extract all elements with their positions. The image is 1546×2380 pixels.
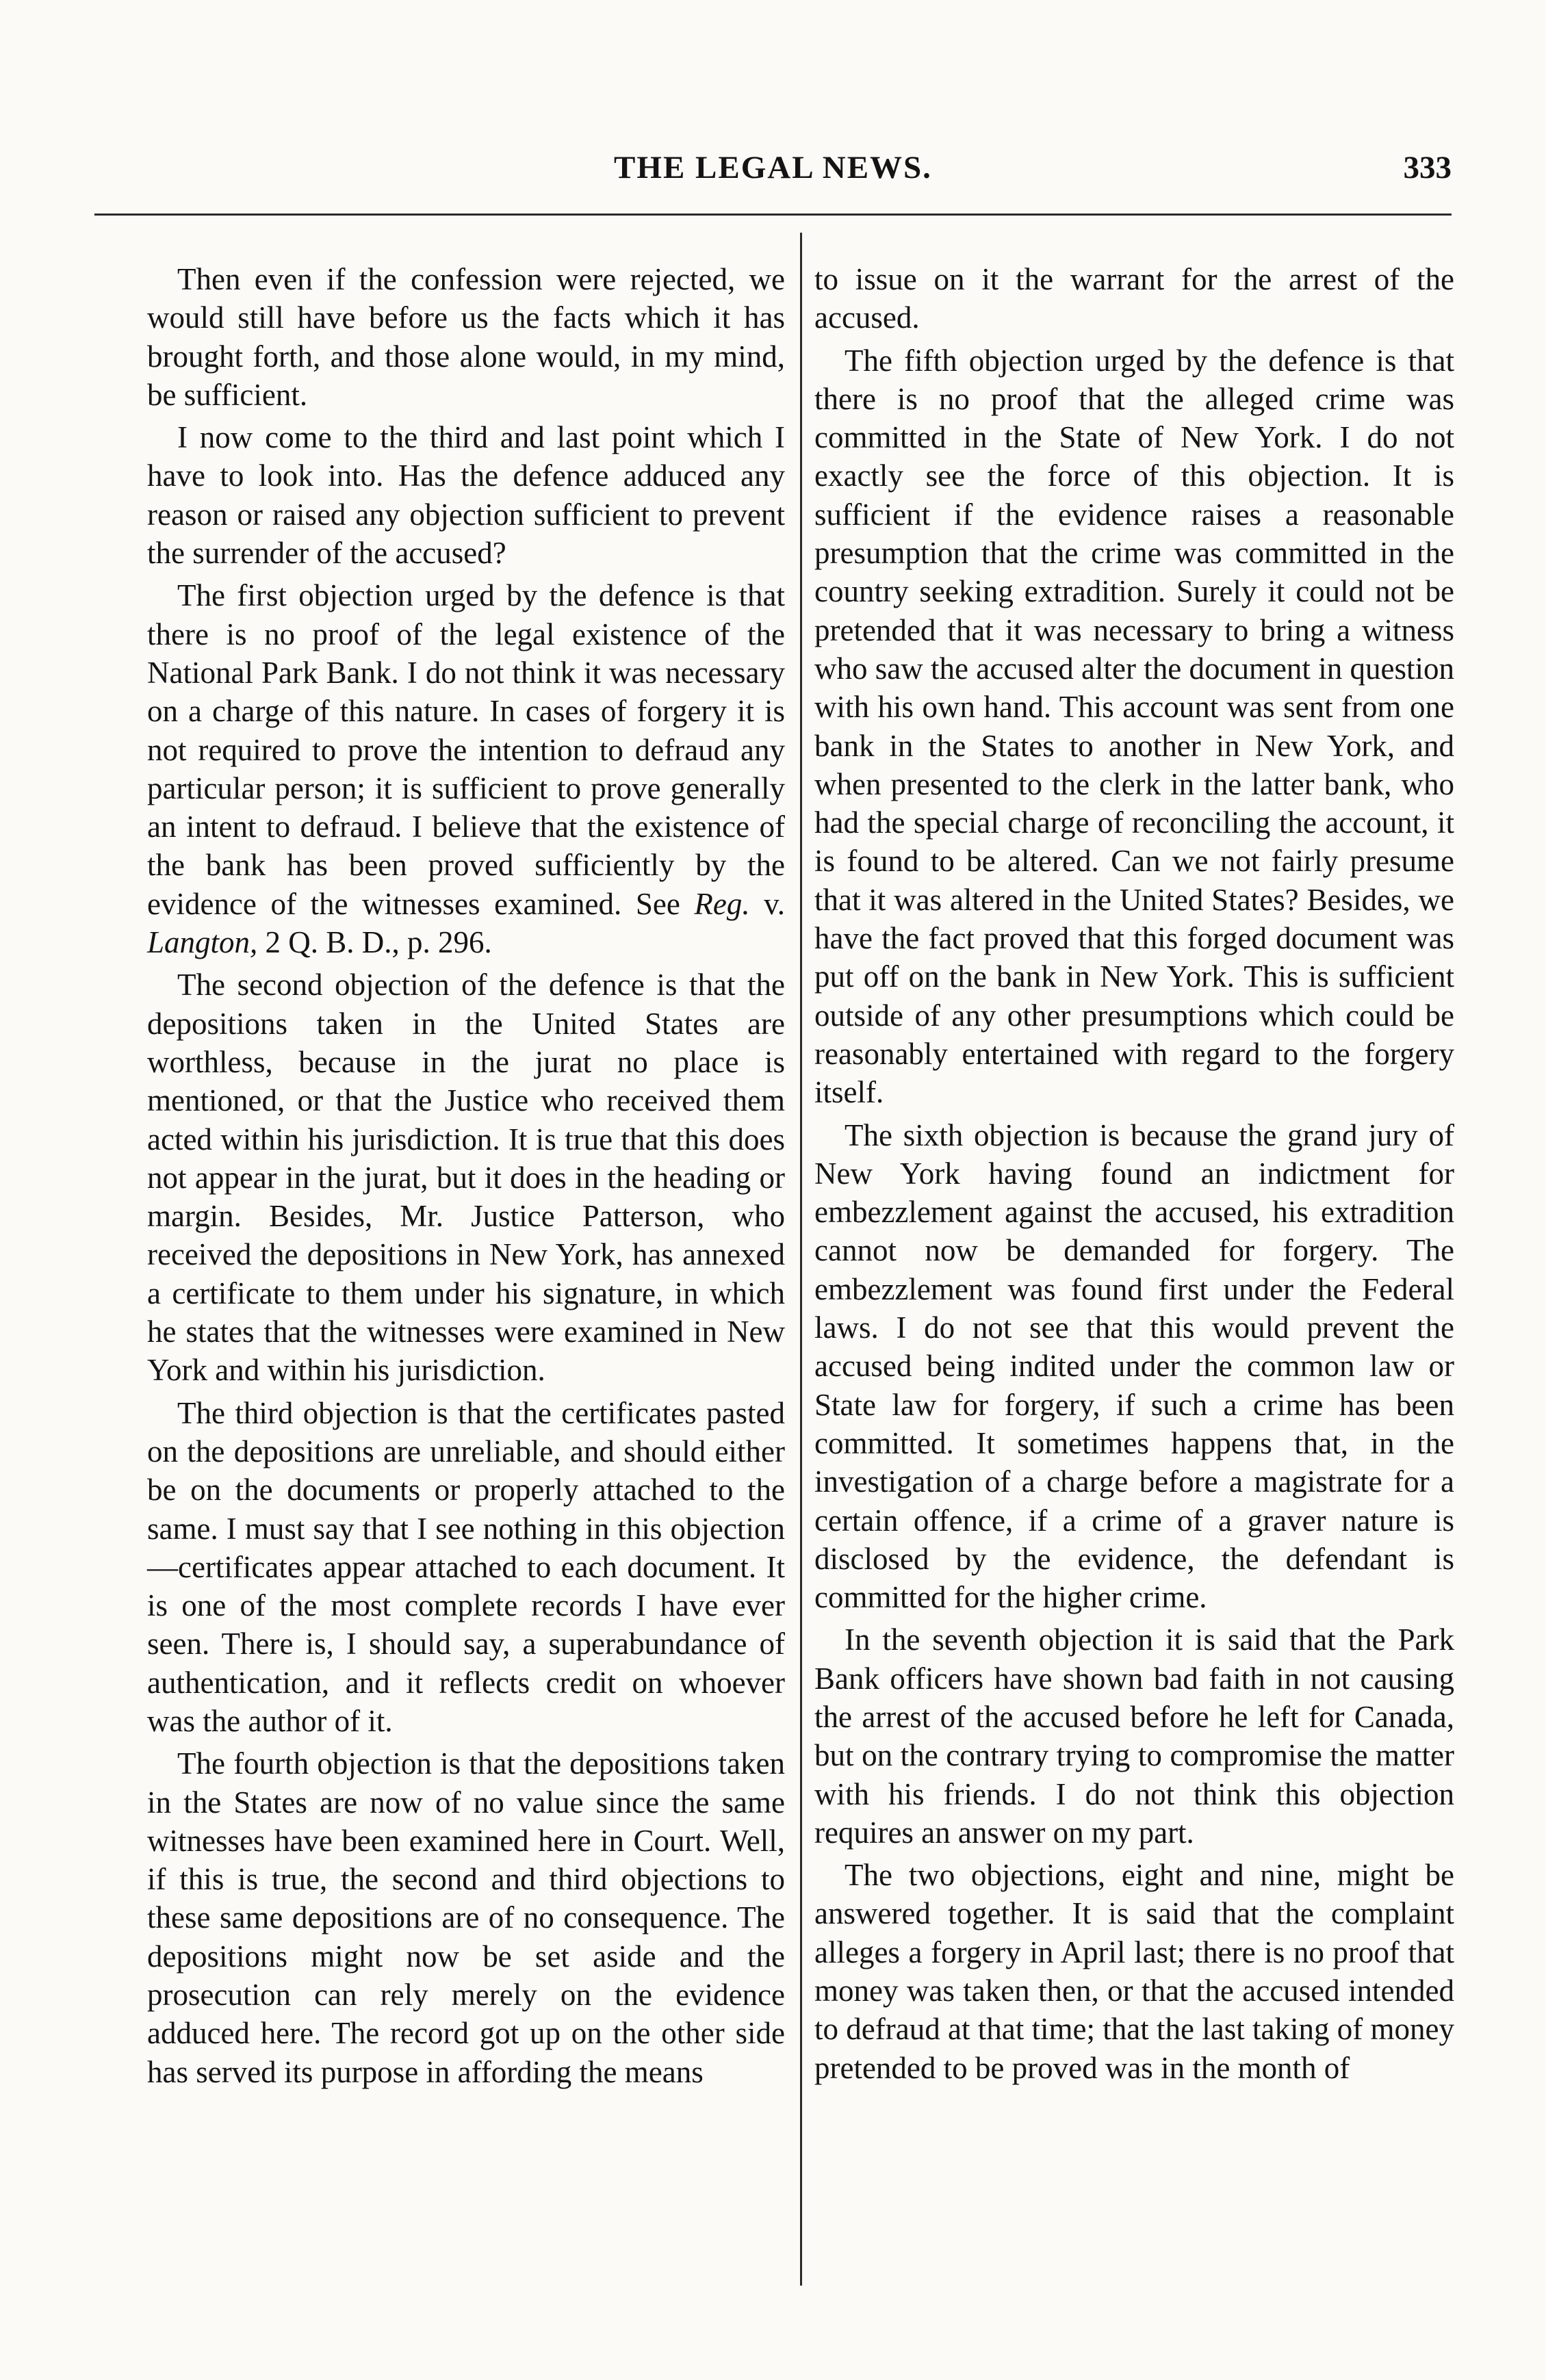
citation-reference: 2 Q. B. D., p. 296. (257, 925, 492, 960)
paragraph: The sixth objection is because the grand jury of New York having found an indictment for embezzlement against the accused, his extradition cannot now be demanded for forgery. The embezzlement was found first under the Federal laws. I do not see that this would prevent the accused being indited under the common law or State law for forgery, if such a crime has been committed. It sometimes happens that, in the investigation of a charge before a magistrate for a certain offence, if a crime of a graver nature is disclosed by the evidence, the defendant is committed for the higher crime. (814, 1117, 1454, 1615)
paragraph: The fifth objection urged by the defence is that there is no proof that the alleged crime was committed in the State of New York. I do not exactly see the force of this objection. It is sufficient if the evidence raises a reasonable presumption that the crime was committed in the country seeking extradition. Surely it could not be pretended that it was necessary to bring a witness who saw the accused alter the document in question with his own hand. This account was sent from one bank in the States to another in New York, and when presented to the clerk in the latter bank, who had the special charge of reconciling the account, it is found to be altered. Can we not fairly presume that it was altered in the United States? Besides, we have the fact proved that this forged document was put off on the bank in New York. This is sufficient outside of any other presumptions which could be reasonably entertained with regard to the forgery itself. (814, 343, 1454, 1110)
paragraph-text: The first objection urged by the defence is that there is no proof of the legal existence of the National Park Bank. I do not think it was necessary on a charge of this nature. In cases of forgery it is not required to prove the intention to defraud any particular person; it is sufficient to prove generally an intent to defraud. I believe that the existence of the bank has been proved sufficiently by the evidence of the witnesses examined. See (147, 578, 785, 921)
paragraph: I now come to the third and last point which I have to look into. Has the defence adduced any reason or raised any objection sufficient to prevent the surrender of the accused? (147, 420, 785, 571)
paragraph: The second objection of the defence is that the depositions taken in the United States are worthless, because in the jurat no place is mentioned, or that the Justice who received them acted within his jurisdiction. It is true that this does not appear in the jurat, but it does in the heading or margin. Besides, Mr. Justice Patterson, who received the depositions in New York, has annexed a certificate to them under his signature, in which he states that the witnesses were examined in New York and within his jurisdiction. (147, 968, 785, 1388)
column-divider (800, 233, 802, 2286)
left-column (147, 260, 785, 2095)
citation-case-second: Langton, (147, 925, 258, 960)
header-rule (94, 214, 1452, 216)
paragraph: The fourth objection is that the depositions taken in the States are now of no value since the same witnesses have been examined here in Court. Well, if this is true, the second and third objections to these same depositions are of no consequence. The depositions might now be set aside and the prosecution can rely merely on the evidence adduced here. The record got up on the other side has served its purpose in affording the means (147, 1746, 785, 2089)
right-column (814, 260, 1454, 2091)
paragraph: Then even if the confession were rejected, we would still have before us the facts which it has brought forth, and those alone would, in my mind, be sufficient. (147, 262, 785, 412)
paragraph-with-citation (147, 576, 785, 961)
journal-title: THE LEGAL NEWS. (614, 150, 932, 185)
paragraph: In the seventh objection it is said that the Park Bank officers have shown bad faith in not causing the arrest of the accused before he left for Canada, but on the contrary trying to compromise the matter with his friends. I do not think this objection requires an answer on my part. (814, 1622, 1454, 1850)
paragraph: to issue on it the warrant for the arrest of the accused. (814, 262, 1454, 335)
citation-versus: v. (749, 886, 786, 921)
page-number: 333 (1403, 150, 1452, 185)
running-header (0, 149, 1546, 197)
citation-case-first: Reg. (694, 886, 750, 921)
paragraph: The two objections, eight and nine, might be answered together. It is said that the complaint alleges a forgery in April last; there is no proof that money was taken then, or that the accused intended to defraud at that time; that the last taking of money pretended to be proved was in the month of (814, 1858, 1454, 2085)
paragraph: The third objection is that the certificates pasted on the depositions are unreliable, and should either be on the documents or properly attached to the same. I must say that I see nothing in this objection—certificates appear attached to each document. It is one of the most complete records I have ever seen. There is, I should say, a superabundance of authentication, and it reflects credit on whoever was the author of it. (147, 1395, 785, 1738)
